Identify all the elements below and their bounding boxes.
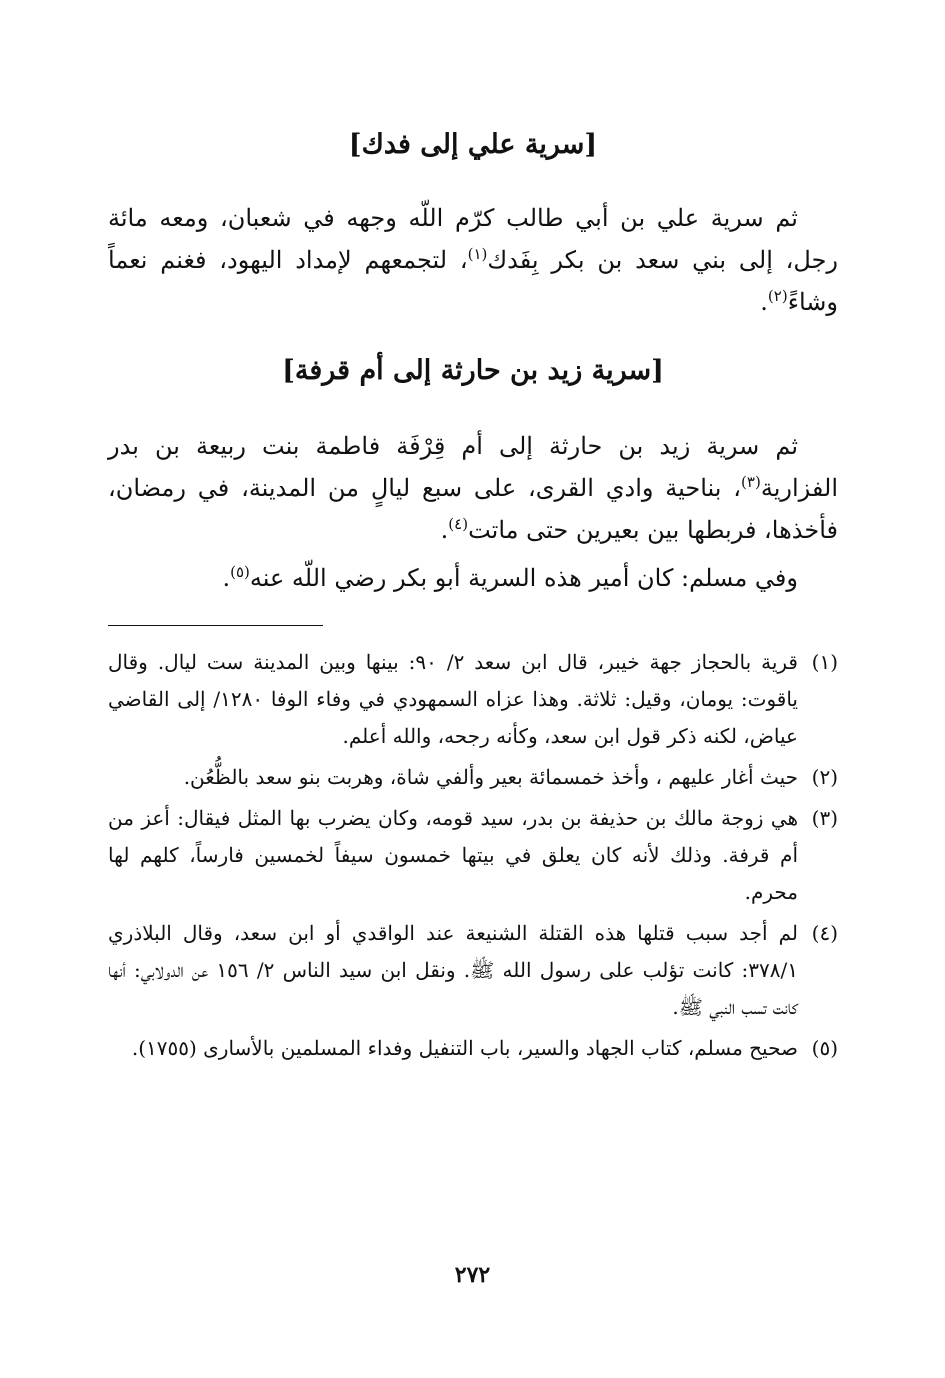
footnote-reference[interactable]: (٥) [230, 563, 250, 581]
footnote-text: قرية بالحجاز جهة خيبر، قال ابن سعد ٢/ ٩٠: بينها وبين المدينة ست ليال. وقال ياقوت: يومان، وقيل: ثلاثة. وهذا عزاه السمهودي في وفاء الوفا ١٢٨٠/ إلى القاضي عياض، لكنه ذكر قول ابن سعد، وكأنه رجحه، والله أعلم. [108, 650, 798, 748]
footnote-number: (١) [811, 650, 838, 674]
paragraph-ali-fadak [108, 197, 838, 323]
paragraph-zaid-umm-qirfa [108, 425, 838, 551]
footnote-text: حيث أغار عليهم ، وأخذ خمسمائة بعير وألفي شاة، وهربت بنو سعد بالظُّعُن. [183, 765, 798, 789]
paragraph-text: ، لتجمعهم لإمداد اليهود، فغنم نعماً وشاءً [108, 246, 838, 316]
paragraph-text: . [760, 288, 768, 316]
footnote-text: هي زوجة مالك بن حذيفة بن بدر، سيد قومه، وكان يضرب بها المثل فيقال: أعز من أم قرفة. وذلك لأنه كان يعلق في بيتها خمسون سيفاً لخمسين فارساً، كلهم لها محرم. [108, 806, 798, 904]
footnote-text: صحيح مسلم، كتاب الجهاد والسير، باب التنفيل وفداء المسلمين بالأسارى (١٧٥٥). [131, 1036, 798, 1060]
section-heading-ali-fadak: [سرية علي إلى فدك] [348, 129, 598, 160]
footnote-text: لم أجد سبب قتلها هذه القتلة الشنيعة عند الواقدي أو ابن سعد، وقال البلاذري ٣٧٨/١: كانت تؤلب على رسول الله ﷺ. ونقل ابن سيد الناس ٢/ ١٥٦ عن الدولابي: أنها كانت تسب النبي ﷺ. [108, 921, 798, 1019]
footnote-item [108, 915, 838, 1026]
footnote-number: (٤) [811, 921, 838, 945]
footnote-divider [108, 625, 323, 626]
footnote-number: (٣) [811, 806, 838, 830]
footnote-item [108, 644, 838, 755]
footnote-number: (٥) [811, 1036, 838, 1060]
paragraph-text: . [440, 516, 449, 544]
footnotes [108, 644, 838, 1067]
footnote-number: (٢) [811, 765, 838, 789]
footnote-reference[interactable]: (٤) [448, 515, 469, 533]
footnote-reference[interactable]: (٣) [741, 473, 761, 491]
paragraph-muslim-note [108, 557, 838, 599]
book-page [108, 125, 838, 1071]
paragraph-text: ، بناحية وادي القرى، على سبع ليالٍ من المدينة، في رمضان، فأخذها، فربطها بين بعيرين حتى ماتت [108, 474, 838, 544]
section-heading-zaid-umm-qirfa: [سرية زيد بن حارثة إلى أم قرفة] [282, 355, 664, 386]
footnote-reference[interactable]: (١) [467, 245, 488, 263]
paragraph-text: ثم سرية زيد بن حارثة إلى أم قِرْفَة فاطمة بنت ربيعة بن بدر الفزارية [108, 432, 838, 502]
footnote-reference[interactable]: (٢) [767, 287, 788, 305]
footnote-item [108, 1030, 838, 1067]
paragraph-text: وفي مسلم: كان أمير هذه السرية أبو بكر رضي اللّه عنه [249, 564, 798, 592]
paragraph-text: . [222, 564, 231, 592]
footnote-item [108, 800, 838, 911]
page-number: ٢٧٢ [454, 1262, 491, 1288]
paragraph-text: ثم سرية علي بن أبي طالب كرّم اللّه وجهه في شعبان، ومعه مائة رجل، إلى بني سعد بن بكر بِفَدك [108, 204, 839, 274]
footnote-item [108, 759, 838, 796]
